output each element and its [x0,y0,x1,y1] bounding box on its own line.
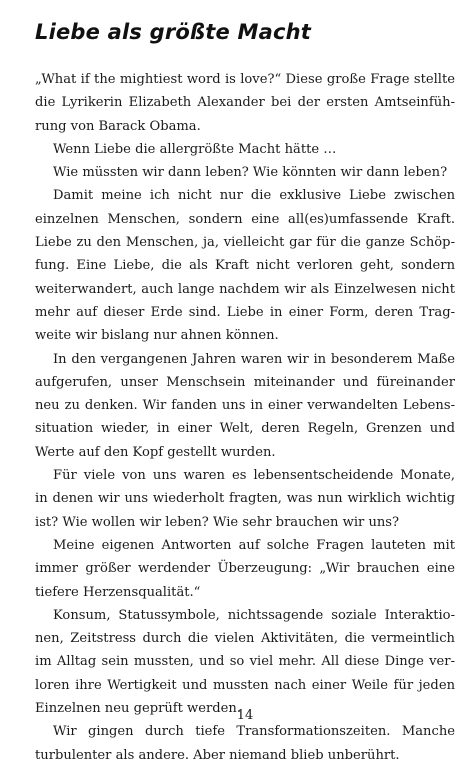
page-number: 14 [236,708,254,723]
text-line: aufgerufen, unser Menschsein miteinander und füreinander [35,374,455,390]
chapter-title: Liebe als größte Macht [35,20,312,44]
text-line: weite wir bislang nur ahnen können. [35,328,279,344]
text-line: Meine eigenen Antworten auf solche Fragen lauteten mit [53,537,455,553]
text-line: turbulenter als andere. Aber niemand blieb unberührt. [35,747,400,763]
text-line: rung von Barack Obama. [35,118,201,134]
text-line: tiefere Herzensqualität.“ [35,584,201,600]
text-line: situation wieder, in einer Welt, deren Regeln, Grenzen und [35,421,455,437]
text-line: In den vergangenen Jahren waren wir in besonderem Maße [53,351,455,367]
text-line: Wie müssten wir dann leben? Wie könnten wir dann leben? [53,165,448,181]
text-line: nen, Zeitstress durch die vielen Aktivitäten, die vermeintlich [35,631,455,647]
body-text [35,68,455,767]
text-line: Damit meine ich nicht nur die exklusive Liebe zwischen [53,188,455,204]
text-line: Konsum, Statussymbole, nichtssagende soziale Interaktio- [53,607,455,623]
text-line: neu zu denken. Wir fanden uns in einer verwandelten Lebens- [35,398,455,414]
text-line: Werte auf den Kopf gestellt wurden. [35,444,276,460]
text-line: „What if the mightiest word is love?“ Diese große Frage stellte [35,72,455,87]
text-line: Einzelnen neu geprüft werden. [35,701,241,717]
text-line: fung. Eine Liebe, die als Kraft nicht verloren geht, sondern [35,258,455,274]
text-line: weiterwandert, auch lange nachdem wir als Einzelwesen nicht [35,281,455,297]
text-line: Für viele von uns waren es lebensentscheidende Monate, [53,468,455,484]
book-page [35,0,455,763]
text-line: Wenn Liebe die allergrößte Macht hätte … [53,141,337,157]
text-line: immer größer werdender Überzeugung: „Wir brauchen eine [35,561,455,577]
text-line: loren ihre Wertigkeit und mussten nach einer Weile für jeden [35,677,455,693]
text-line: in denen wir uns wiederholt fragten, was nun wirklich wichtig [35,491,455,507]
text-line: im Alltag sein mussten, und so viel mehr. All diese Dinge ver- [35,654,455,670]
text-line: einzelnen Menschen, sondern eine all(es)umfassende Kraft. [35,211,455,227]
text-line: mehr auf dieser Erde sind. Liebe in einer Form, deren Trag- [35,304,455,320]
text-line: die Lyrikerin Elizabeth Alexander bei der ersten Amtseinfüh- [35,95,455,111]
text-line: Liebe zu den Menschen, ja, vielleicht gar für die ganze Schöp- [35,235,455,251]
text-line: Wir gingen durch tiefe Transformationszeiten. Manche [53,724,455,740]
text-line: ist? Wie wollen wir leben? Wie sehr brauchen wir uns? [35,514,400,530]
